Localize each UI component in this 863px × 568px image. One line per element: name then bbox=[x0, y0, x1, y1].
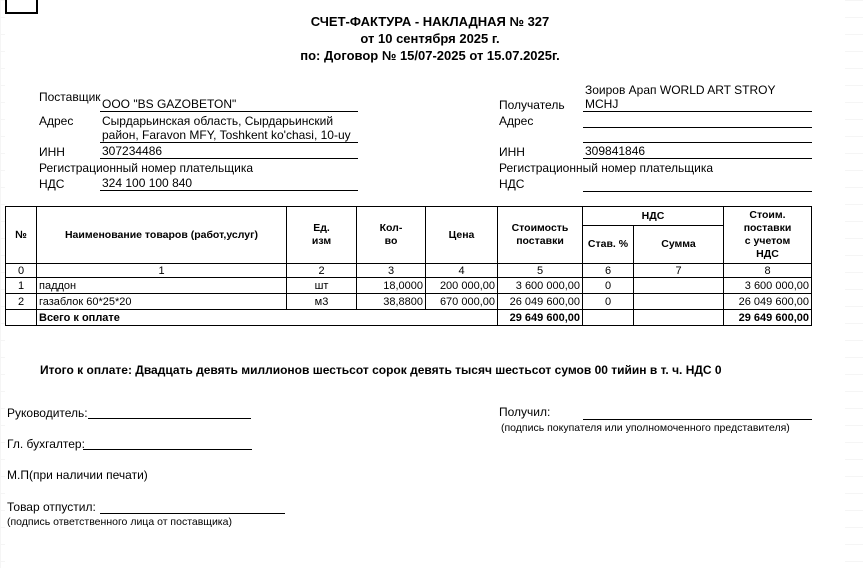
row-total: 26 049 600,00 bbox=[724, 294, 812, 310]
items-table bbox=[5, 206, 812, 326]
stamp-label: М.П(при наличии печати) bbox=[7, 468, 148, 482]
row-qty: 38,8800 bbox=[357, 294, 426, 310]
header-price: Цена bbox=[426, 207, 498, 264]
total-vat-sum bbox=[634, 310, 724, 326]
header-vat: НДС bbox=[583, 207, 724, 226]
header-name: Наименование товаров (работ,услуг) bbox=[37, 207, 287, 264]
supplier-name: ООО "BS GAZOBETON" bbox=[100, 97, 358, 112]
supplier-address-line1: Сырдарьинская область, Сырдарьинский bbox=[102, 114, 334, 128]
buyer-inn: 309841846 bbox=[583, 144, 812, 159]
row-cost: 26 049 600,00 bbox=[498, 294, 583, 310]
table-row bbox=[6, 278, 812, 294]
total-with-vat: 29 649 600,00 bbox=[724, 310, 812, 326]
row-unit: м3 bbox=[287, 294, 357, 310]
header-vat-rate: Став. % bbox=[583, 226, 634, 264]
col-number: 3 bbox=[357, 264, 426, 278]
buyer-name-line1: Зоиров Арап WORLD ART STROY bbox=[585, 83, 776, 97]
header-unit: Ед. изм bbox=[287, 207, 357, 264]
row-no: 2 bbox=[6, 294, 37, 310]
col-number: 5 bbox=[498, 264, 583, 278]
header-qty: Кол- во bbox=[357, 207, 426, 264]
column-number-row bbox=[6, 264, 812, 278]
supplier-vat-label: НДС bbox=[39, 177, 65, 191]
buyer-address-line1 bbox=[583, 113, 812, 128]
buyer-address-line2 bbox=[583, 128, 812, 143]
received-label: Получил: bbox=[499, 405, 551, 419]
row-unit: шт bbox=[287, 278, 357, 294]
total-spacer bbox=[6, 310, 37, 326]
total-cost: 29 649 600,00 bbox=[498, 310, 583, 326]
invoice-date: от 10 сентября 2025 г. bbox=[360, 31, 500, 46]
selected-cell[interactable] bbox=[5, 0, 38, 14]
table-row bbox=[6, 294, 812, 310]
buyer-name-line2: MCHJ bbox=[583, 97, 812, 112]
header-total: Стоим. поставки с учетом НДС bbox=[724, 207, 812, 264]
received-signature-line bbox=[583, 406, 812, 420]
buyer-label: Получатель bbox=[499, 98, 565, 112]
col-number: 2 bbox=[287, 264, 357, 278]
director-signature-line bbox=[88, 405, 251, 419]
col-number: 8 bbox=[724, 264, 812, 278]
buyer-vat-label: НДС bbox=[499, 177, 525, 191]
row-vat-sum bbox=[634, 278, 724, 294]
released-label: Товар отпустил: bbox=[7, 500, 96, 514]
row-name: газаблок 60*25*20 bbox=[37, 294, 287, 310]
header-no: № bbox=[6, 207, 37, 264]
supplier-address-label: Адрес bbox=[39, 114, 74, 128]
director-label: Руководитель: bbox=[7, 406, 88, 420]
col-number: 7 bbox=[634, 264, 724, 278]
row-vat-rate: 0 bbox=[583, 294, 634, 310]
row-name: паддон bbox=[37, 278, 287, 294]
col-number: 0 bbox=[6, 264, 37, 278]
supplier-address-line2: район, Faravon MFY, Toshkent ko'chasi, 10-uy bbox=[100, 128, 358, 143]
supplier-inn-label: ИНН bbox=[39, 145, 65, 159]
supplier-inn: 307234486 bbox=[100, 144, 358, 159]
row-no: 1 bbox=[6, 278, 37, 294]
row-qty: 18,0000 bbox=[357, 278, 426, 294]
accountant-label: Гл. бухгалтер: bbox=[7, 437, 85, 451]
header-vat-sum: Сумма bbox=[634, 226, 724, 264]
released-note: (подпись ответственного лица от поставщика) bbox=[7, 516, 232, 528]
row-price: 670 000,00 bbox=[426, 294, 498, 310]
total-label: Всего к оплате bbox=[37, 310, 498, 326]
col-number: 1 bbox=[37, 264, 287, 278]
buyer-reg-label: Регистрационный номер плательщика bbox=[499, 161, 714, 175]
total-row bbox=[6, 310, 812, 326]
row-vat-rate: 0 bbox=[583, 278, 634, 294]
supplier-label: Поставщик bbox=[39, 90, 101, 104]
total-vat-rate bbox=[583, 310, 634, 326]
header-cost: Стоимость поставки bbox=[498, 207, 583, 264]
supplier-reg-label: Регистрационный номер плательщика bbox=[39, 161, 254, 175]
row-cost: 3 600 000,00 bbox=[498, 278, 583, 294]
supplier-vat: 324 100 100 840 bbox=[100, 176, 358, 191]
released-signature-line bbox=[100, 500, 285, 514]
col-number: 6 bbox=[583, 264, 634, 278]
amount-in-words: Итого к оплате: Двадцать девять миллионов шестьсот сорок девять тысяч шестьсот сумов 00 тийин в т. ч. НДС 0 bbox=[40, 363, 722, 377]
row-price: 200 000,00 bbox=[426, 278, 498, 294]
accountant-signature-line bbox=[83, 436, 252, 450]
col-number: 4 bbox=[426, 264, 498, 278]
row-total: 3 600 000,00 bbox=[724, 278, 812, 294]
table-header-row-1 bbox=[6, 207, 812, 226]
row-vat-sum bbox=[634, 294, 724, 310]
invoice-title: СЧЕТ-ФАКТУРА - НАКЛАДНАЯ № 327 bbox=[310, 14, 550, 29]
received-note: (подпись покупателя или уполномоченного представителя) bbox=[501, 422, 790, 434]
buyer-inn-label: ИНН bbox=[499, 145, 525, 159]
invoice-contract: по: Договор № 15/07-2025 от 15.07.2025г. bbox=[300, 48, 560, 63]
buyer-vat-value bbox=[583, 176, 812, 192]
buyer-address-label: Адрес bbox=[499, 114, 534, 128]
